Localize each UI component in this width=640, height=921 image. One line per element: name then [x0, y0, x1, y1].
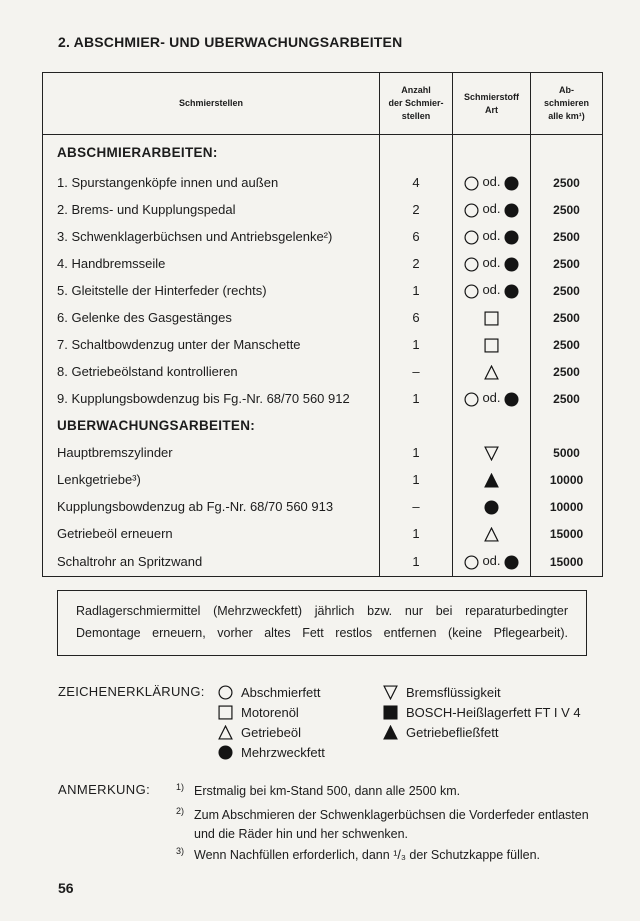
- point-count: 2: [380, 250, 453, 277]
- triangle-icon: [484, 527, 499, 542]
- table-row: [43, 547, 603, 577]
- lubrication-point: 3. Schwenklagerbüchsen und Antriebsgelenke²): [43, 223, 380, 250]
- circle-icon: [464, 257, 479, 272]
- legend-text: Mehrzweckfett: [241, 745, 325, 760]
- lubrication-point: Schaltrohr an Spritzwand: [43, 547, 380, 577]
- table-row: [43, 169, 603, 196]
- lubricant-symbols: [453, 493, 531, 520]
- remarks-title: ANMERKUNG:: [58, 782, 151, 797]
- or-text: od.: [482, 228, 501, 244]
- lubrication-point: Hauptbremszylinder: [43, 439, 380, 466]
- lubricant-symbols: [453, 520, 531, 547]
- or-text: od.: [482, 174, 501, 190]
- remark-text: Erstmalig bei km-Stand 500, dann alle 2500 km.: [194, 784, 461, 798]
- circle-icon: [464, 284, 479, 299]
- interval-km: 2500: [531, 304, 603, 331]
- lubricant-symbols: [453, 331, 531, 358]
- section-title: ABSCHMIERARBEITEN:: [43, 135, 380, 170]
- table-body: [43, 135, 603, 577]
- legend-item: [218, 704, 299, 722]
- lubrication-point: 4. Handbremsseile: [43, 250, 380, 277]
- lubrication-point: 1. Spurstangenköpfe innen und außen: [43, 169, 380, 196]
- remark-text: Wenn Nachfüllen erforderlich, dann ¹/₃ der Schutzkappe füllen.: [194, 848, 541, 862]
- interval-km: 2500: [531, 358, 603, 385]
- legend-text: Bremsflüssigkeit: [406, 685, 501, 700]
- square-icon: [484, 338, 499, 353]
- interval-km: 2500: [531, 331, 603, 358]
- square-icon: [484, 311, 499, 326]
- point-count: 1: [380, 520, 453, 547]
- lubrication-point: 9. Kupplungsbowdenzug bis Fg.-Nr. 68/70 560 912: [43, 385, 380, 412]
- table-row: [43, 493, 603, 520]
- lubrication-point: Lenkgetriebe³): [43, 466, 380, 493]
- point-count: 6: [380, 223, 453, 250]
- lubrication-point: 7. Schaltbowdenzug unter der Manschette: [43, 331, 380, 358]
- header-anzahl: Anzahl der Schmier- stellen: [380, 73, 453, 135]
- legend-item: [383, 704, 581, 722]
- or-text: od.: [482, 390, 501, 406]
- point-count: 1: [380, 547, 453, 577]
- page-number: 56: [58, 880, 74, 896]
- lubrication-point: 2. Brems- und Kupplungspedal: [43, 196, 380, 223]
- circle-icon: [464, 392, 479, 407]
- square-icon: [218, 705, 233, 720]
- interval-km: 15000: [531, 520, 603, 547]
- point-count: 1: [380, 277, 453, 304]
- lubricant-symbols: [453, 169, 531, 196]
- legend-item: [383, 724, 499, 742]
- footnote-number: 2): [176, 806, 185, 816]
- point-count: 4: [380, 169, 453, 196]
- legend-item: [383, 684, 501, 702]
- legend-text: Getriebeöl: [241, 725, 301, 740]
- table-row: [43, 331, 603, 358]
- point-count: –: [380, 358, 453, 385]
- interval-km: 2500: [531, 223, 603, 250]
- square-filled-icon: [383, 705, 398, 720]
- lubricant-symbols: [453, 358, 531, 385]
- footnote-number: 1): [176, 782, 185, 792]
- legend-text: Motorenöl: [241, 705, 299, 720]
- lubricant-symbols: [453, 277, 531, 304]
- lubricant-symbols: [453, 439, 531, 466]
- or-text: od.: [482, 553, 501, 569]
- disc-icon: [504, 176, 519, 191]
- interval-km: 2500: [531, 250, 603, 277]
- legend-text: Getriebefließfett: [406, 725, 499, 740]
- table-row: [43, 520, 603, 547]
- interval-km: 10000: [531, 466, 603, 493]
- table-row: [43, 277, 603, 304]
- legend-text: Abschmierfett: [241, 685, 321, 700]
- interval-km: 10000: [531, 493, 603, 520]
- lubricant-symbols: [453, 385, 531, 412]
- point-count: 1: [380, 439, 453, 466]
- circle-icon: [464, 203, 479, 218]
- disc-icon: [218, 745, 233, 760]
- interval-km: 2500: [531, 385, 603, 412]
- lubricant-symbols: [453, 250, 531, 277]
- point-count: 6: [380, 304, 453, 331]
- point-count: 1: [380, 385, 453, 412]
- disc-icon: [504, 257, 519, 272]
- interval-km: 15000: [531, 547, 603, 577]
- disc-icon: [504, 203, 519, 218]
- circle-icon: [464, 176, 479, 191]
- or-text: od.: [482, 255, 501, 271]
- lubrication-point: Getriebeöl erneuern: [43, 520, 380, 547]
- table-row: [43, 439, 603, 466]
- lubricant-symbols: [453, 547, 531, 577]
- table-row: [43, 304, 603, 331]
- legend-item: [218, 744, 325, 762]
- point-count: –: [380, 493, 453, 520]
- legend-item: [218, 724, 301, 742]
- remark-text: Zum Abschmieren der Schwenklagerbüchsen die Vorderfeder entlasten und die Räder hin und her schwenken.: [194, 808, 589, 841]
- or-text: od.: [482, 282, 501, 298]
- table-row: [43, 250, 603, 277]
- triangle-icon: [218, 725, 233, 740]
- legend-title: ZEICHENERKLÄRUNG:: [58, 684, 205, 699]
- disc-icon: [504, 555, 519, 570]
- circle-icon: [464, 555, 479, 570]
- triangle-down-icon: [484, 446, 499, 461]
- legend-item: [218, 684, 320, 702]
- circle-icon: [464, 230, 479, 245]
- remark-item: [176, 846, 606, 865]
- table-row: [43, 196, 603, 223]
- triangle-filled-icon: [383, 725, 398, 740]
- table-row: [43, 385, 603, 412]
- point-count: 2: [380, 196, 453, 223]
- remark-item: [176, 806, 606, 844]
- disc-icon: [504, 284, 519, 299]
- table-row: [43, 223, 603, 250]
- lubrication-point: Kupplungsbowdenzug ab Fg.-Nr. 68/70 560 913: [43, 493, 380, 520]
- table-row: [43, 358, 603, 385]
- disc-icon: [484, 500, 499, 515]
- interval-km: 2500: [531, 169, 603, 196]
- note-line: Demontage erneuern, vorher altes Fett restlos entfernen (keine Pflegearbeit).: [76, 626, 568, 640]
- triangle-down-icon: [383, 685, 398, 700]
- or-text: od.: [482, 201, 501, 217]
- legend-text: BOSCH-Heißlagerfett FT I V 4: [406, 705, 581, 720]
- triangle-filled-icon: [484, 473, 499, 488]
- lubrication-point: 8. Getriebeölstand kontrollieren: [43, 358, 380, 385]
- section-row: [43, 412, 603, 439]
- point-count: 1: [380, 331, 453, 358]
- section-row: [43, 135, 603, 170]
- header-schmierstellen: Schmierstellen: [43, 73, 380, 135]
- remark-item: [176, 782, 606, 801]
- lubricant-symbols: [453, 466, 531, 493]
- header-intervall: Ab- schmieren alle km¹): [531, 73, 603, 135]
- lubricant-symbols: [453, 196, 531, 223]
- note-box: [57, 590, 587, 656]
- disc-icon: [504, 392, 519, 407]
- interval-km: 2500: [531, 277, 603, 304]
- point-count: 1: [380, 466, 453, 493]
- lubrication-point: 6. Gelenke des Gasgestänges: [43, 304, 380, 331]
- header-schmierstoff: Schmierstoff Art: [453, 73, 531, 135]
- circle-icon: [218, 685, 233, 700]
- lubricant-symbols: [453, 223, 531, 250]
- note-line: Radlagerschmiermittel (Mehrzweckfett) jährlich bzw. nur bei reparaturbedingter: [76, 604, 568, 618]
- page-heading: 2. ABSCHMIER- UND UBERWACHUNGSARBEITEN: [58, 34, 403, 50]
- lubrication-point: 5. Gleitstelle der Hinterfeder (rechts): [43, 277, 380, 304]
- lubricant-symbols: [453, 304, 531, 331]
- footnote-number: 3): [176, 846, 185, 856]
- table-row: [43, 466, 603, 493]
- interval-km: 5000: [531, 439, 603, 466]
- triangle-icon: [484, 365, 499, 380]
- interval-km: 2500: [531, 196, 603, 223]
- section-title: UBERWACHUNGSARBEITEN:: [43, 412, 380, 439]
- lubrication-table: [42, 72, 603, 577]
- disc-icon: [504, 230, 519, 245]
